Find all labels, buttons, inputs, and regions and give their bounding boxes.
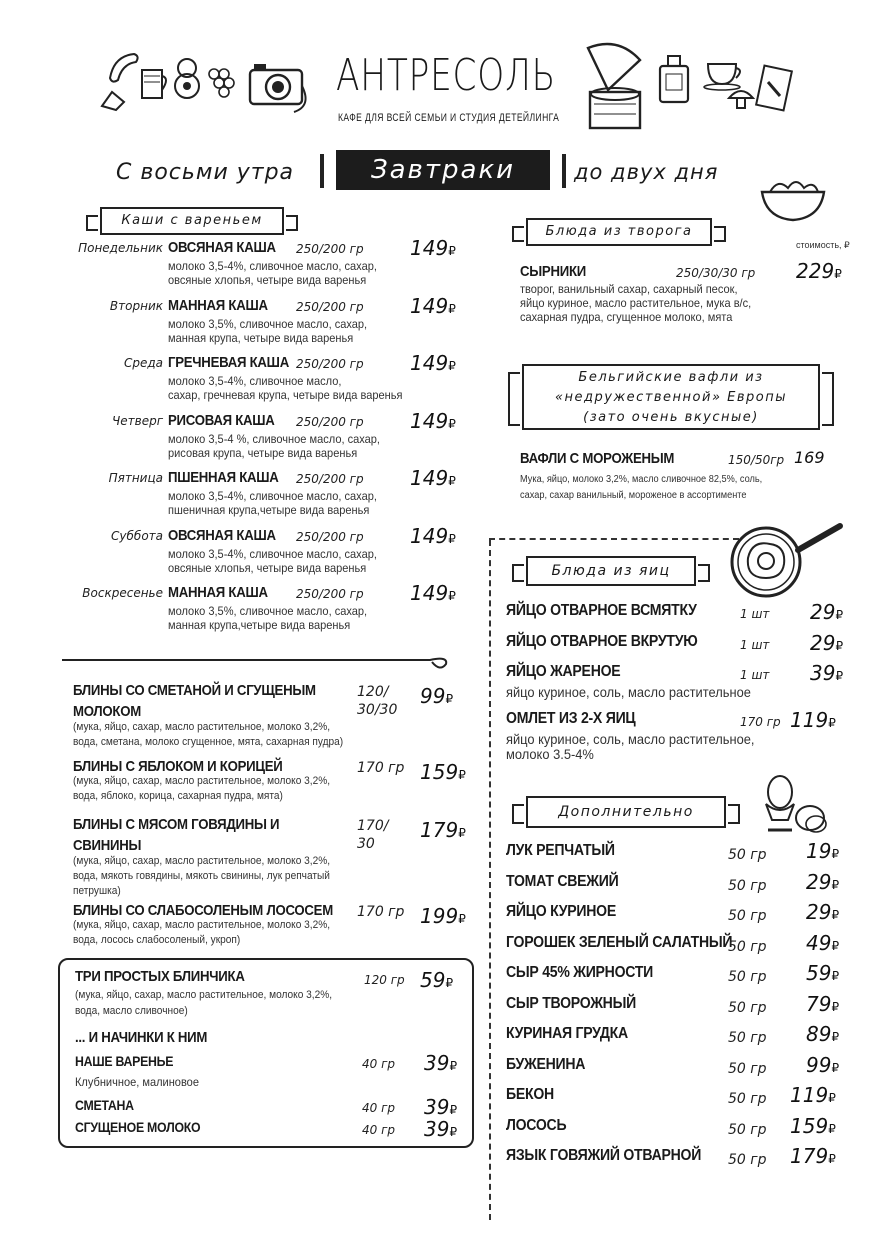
dish-description [168,317,367,345]
extra-weight: 50 гр [728,969,767,985]
dish-description [168,604,367,632]
dish-name: БЛИНЫ С МЯСОМ ГОВЯДИНЫ И [73,816,280,833]
dish-name: БЛИНЫ С ЯБЛОКОМ И КОРИЦЕЙ [73,758,283,775]
porridge-row [0,468,480,524]
dish-name: МАННАЯ КАША [168,296,268,314]
dish-description [73,854,330,899]
dish-weight: 250/200 гр [296,587,364,601]
tagline: КАФЕ ДЛЯ ВСЕЙ СЕМЬИ И СТУДИЯ ДЕТЕЙЛИНГА [338,112,560,124]
extra-weight: 50 гр [728,847,767,863]
currency-sign: ₽ [448,531,456,546]
separator-top [489,538,739,540]
currency-sign: ₽ [458,826,466,840]
extra-weight: 50 гр [728,1121,767,1138]
price-value: 29 [806,900,832,924]
currency-sign: ₽ [828,716,836,730]
egg-cup-icon [760,770,830,836]
egg-dish-description [506,732,754,762]
price-value: 199 [420,904,459,928]
egg-dish-name: ЯЙЦО ОТВАРНОЕ ВСМЯТКУ [506,602,697,619]
cottage-heading: Блюда из творога [526,218,712,246]
dish-price [410,581,456,605]
dish-price [420,684,453,708]
egg-dish-name: ОМЛЕТ ИЗ 2-Х ЯИЦ [506,710,636,727]
currency-sign: ₽ [835,639,844,653]
dish-weight: 170/ [357,818,389,834]
price-value: 89 [806,1022,832,1046]
currency-sign: ₽ [448,474,456,488]
salad-bowl-icon [758,174,828,224]
dish-weight: 250/200 гр [296,242,364,256]
price-value: 149 [410,466,449,490]
filling-description: Клубничное, малиновое [75,1075,199,1089]
grapes-icon [204,62,240,106]
dish-weight: 120/ [357,684,389,700]
card-icon [754,62,796,114]
desc-line: (мука, яйцо, сахар, масло растительное, молоко 3,2%, [73,855,331,867]
filling-name: НАШЕ ВАРЕНЬЕ [75,1053,174,1069]
dish-name-line2: МОЛОКОМ [73,703,141,720]
dish-name: РИСОВАЯ КАША [168,411,275,429]
filling-price [424,1117,457,1141]
porridge-row [0,293,480,352]
price-value: 49 [806,930,832,955]
currency-sign: ₽ [445,976,454,990]
dish-price [420,760,466,784]
currency-sign: ₽ [449,1103,458,1117]
extra-price [806,992,839,1016]
logo: АНТРЕСОЛЬ [336,50,556,101]
price-value: 159 [420,760,459,784]
dish-name-line2: СВИНИНЫ [73,837,142,854]
fillings-heading: ... И НАЧИНКИ К НИМ [75,1029,208,1046]
porridge-row [0,238,480,294]
price-value: 179 [790,1144,829,1168]
perfume-icon [656,52,692,106]
price-value: 59 [420,968,446,992]
currency-sign: ₽ [828,1121,836,1136]
mushroom-icon [726,84,756,112]
price-value: 159 [790,1113,829,1138]
desc-line: молоко 3.5-4% [506,746,594,762]
extra-name: КУРИНАЯ ГРУДКА [506,1025,628,1042]
currency-sign: ₽ [458,768,466,782]
dish-description [168,374,402,402]
egg-dish-name: ЯЙЦО ЖАРЕНОЕ [506,663,621,680]
currency-sign: ₽ [458,912,466,926]
currency-sign: ₽ [448,301,456,316]
dish-weight: 250/200 гр [296,357,364,371]
currency-sign: ₽ [831,847,840,861]
egg-dish-price [810,661,843,685]
dish-description [168,259,377,287]
frying-pan-egg-icon [728,518,848,602]
mug-icon [138,62,172,102]
price-value: 39 [424,1117,450,1141]
extra-name: БУЖЕНИНА [506,1055,586,1073]
egg-dish-weight: 1 шт [740,638,770,652]
dish-weight: 120 гр [364,973,405,987]
desc-line: пшеничная крупа,четыре вида варенья [168,503,370,517]
dish-weight: 250/200 гр [296,472,364,486]
desc-line: вода, масло сливочное) [75,1005,188,1017]
filling-weight: 40 гр [362,1123,396,1137]
eggs-heading: Блюда из яиц [526,556,696,586]
price-value: 119 [790,708,829,732]
desc-line: молоко 3,5-4%, сливочное масло, сахар, [168,546,377,561]
currency-sign: ₽ [835,608,844,622]
extra-price [806,1053,839,1077]
price-value: 149 [410,581,449,605]
price-value: 149 [410,351,449,375]
dish-name: ОВСЯНАЯ КАША [168,239,276,256]
syrniki-price: 229₽ [796,259,842,283]
dish-description [73,720,343,750]
desc-line: вода, лосось слабосоленый, укроп) [73,934,241,946]
currency-sign: ₽ [831,969,840,983]
extra-weight: 50 гр [728,1030,767,1046]
egg-dish-weight: 170 гр [740,715,781,729]
dish-weight: 250/200 гр [296,299,364,314]
desc-line: молоко 3,5-4%, сливочное масло, сахар, [168,489,377,503]
egg-dish-name: ЯЙЦО ОТВАРНОЕ ВКРУТУЮ [506,633,698,650]
currency-sign: ₽ [831,1060,840,1075]
dish-weight: 170 гр [357,760,405,776]
syrniki-name: СЫРНИКИ [520,263,586,280]
weekday-label: Понедельник [78,241,163,255]
desc-line: овсяные хлопья, четыре вида варенья [168,273,367,287]
dish-weight: 250/200 гр [296,529,364,544]
desc-line: вода, яблоко, корица, сахарная пудра, мята) [73,790,283,802]
extra-name: БЕКОН [506,1086,554,1103]
menu-header [0,0,894,150]
desc-line: (мука, яйцо, сахар, масло растительное, молоко 3,2%, [73,721,331,733]
currency-sign: ₽ [831,1030,840,1044]
desc-line: яйцо куриное, соль, масло растительное [506,684,751,700]
desc-line: (мука, яйцо, сахар, масло растительное, молоко 3,2%, [73,919,331,931]
desc-line: сахар, гречневая крупа, четыре вида варенья [168,388,403,402]
porridge-row [0,583,480,639]
dish-price [420,968,453,992]
currency-sign: ₽ [449,1059,458,1073]
dish-price [410,294,456,318]
waffles-weight: 150/50гр [728,453,785,467]
price-value: 149 [410,293,449,318]
dish-name: БЛИНЫ СО СЛАБОСОЛЕНЫМ ЛОСОСЕМ [73,902,333,919]
extra-name: ТОМАТ СВЕЖИЙ [506,872,619,890]
extra-price [806,870,839,894]
extra-name: ЛОСОСЬ [506,1116,567,1134]
desc-line: вода, сметана, молоко сгущенное, мята, сахарная пудра) [73,736,344,748]
currency-sign: ₽ [831,938,840,953]
price-value: 59 [806,961,832,985]
dish-price [410,236,456,260]
extra-price [806,931,839,955]
from-time: С восьми утра [116,160,295,185]
dish-description [168,489,377,517]
weekday-label: Четверг [112,413,163,428]
price-value: 39 [424,1095,450,1119]
desc-line: молоко 3,5-4%, сливочное масло, [168,374,342,388]
egg-dish-price [810,631,843,655]
syrniki-weight: 250/30/30 гр [676,266,756,280]
egg-dish-description [506,685,751,700]
price-value: 149 [410,408,449,433]
price-value: 99 [420,684,446,708]
filling-weight: 40 гр [362,1057,396,1071]
desc-line: рисовая крупа, четыре вида варенья [168,445,358,460]
dish-description [73,918,330,948]
extra-weight: 50 гр [728,1152,767,1168]
porridge-heading: Каши с вареньем [100,207,284,235]
dish-name: ГРЕЧНЕВАЯ КАША [168,354,289,371]
desc-line: манная крупа, четыре вида варенья [168,330,354,345]
filling-price [424,1051,457,1075]
extra-name: ЛУК РЕПЧАТЫЙ [506,842,615,859]
extra-weight: 50 гр [728,1060,767,1077]
cost-label: стоимость, ₽ [796,240,850,250]
currency-sign: ₽ [835,669,844,683]
extra-name: СЫР 45% ЖИРНОСТИ [506,964,654,981]
dish-name: МАННАЯ КАША [168,584,268,601]
porridge-row [0,523,480,582]
desc-line: (мука, яйцо, сахар, масло растительное, молоко 3,2%, [73,775,331,787]
desc-line: молоко 3,5%, сливочное масло, сахар, [168,316,368,331]
extra-weight: 50 гр [728,908,767,924]
section-divider [60,650,460,674]
extra-price [790,1114,836,1138]
dish-description [75,987,332,1019]
syrniki-desc: творог, ванильный сахар, сахарный песок, яйцо куриное, масло растительное, мука в/с, сахарная пудра, сгущенное молоко, мята [520,282,752,324]
waffles-heading: Бельгийские вафли из «недружественной» Европы (зато очень вкусные) [522,364,820,430]
extra-name: ЯЗЫК ГОВЯЖИЙ ОТВАРНОЙ [506,1147,702,1164]
column-separator [489,540,491,1220]
dish-description [168,432,380,460]
extra-weight: 50 гр [728,938,767,955]
desc-line: молоко 3,5-4%, сливочное масло, сахар, [168,259,377,273]
dish-price [420,904,466,928]
egg-dish-price [790,708,836,732]
currency-sign: ₽ [831,999,840,1014]
waffles-price: 169 [794,448,825,467]
desc-line: манная крупа,четыре вида варенья [168,618,351,632]
egg-dish-weight: 1 шт [740,607,770,621]
weekday-label: Суббота [111,528,163,543]
price-value: 119 [790,1083,829,1107]
extra-name: ЯЙЦО КУРИНОЕ [506,903,616,920]
currency-sign: ₽ [828,1091,836,1105]
egg-dish-price [810,600,843,624]
desc-line: петрушка) [73,885,121,897]
price-value: 29 [810,631,836,655]
desc-line: овсяные хлопья, четыре вида варенья [168,560,367,575]
currency-sign: ₽ [445,692,454,706]
filling-name: СМЕТАНА [75,1097,134,1113]
desc-line: (мука, яйцо, сахар, масло растительное, молоко 3,2%, [75,989,333,1001]
price-value: 39 [810,661,836,685]
dish-price [410,524,456,548]
desc-line: молоко 3,5-4 %, сливочное масло, сахар, [168,431,381,446]
dish-name: БЛИНЫ СО СМЕТАНОЙ И СГУЩЕНЫМ [73,682,316,699]
filling-price [424,1095,457,1119]
matryoshka-icon [172,56,202,100]
price-value: 149 [410,523,449,548]
extra-price [806,961,839,985]
porridge-row [0,408,480,467]
filling-name: СГУЩЕНОЕ МОЛОКО [75,1119,201,1135]
currency-sign: ₽ [449,1125,458,1139]
currency-sign: ₽ [831,908,840,922]
extra-price [790,1083,836,1107]
price-value: 179 [420,818,459,842]
porridge-row [0,353,480,409]
weekday-label: Среда [123,356,163,370]
dish-weight: 250/200 гр [296,414,364,429]
price-value: 99 [806,1052,832,1077]
currency-sign: ₽ [448,589,456,603]
dish-price [410,466,456,490]
extra-name: СЫР ТВОРОЖНЫЙ [506,994,636,1012]
price-value: 29 [810,600,836,624]
currency-sign: ₽ [828,1152,836,1166]
price-value: 149 [410,236,449,260]
weekday-label: Вторник [109,298,163,313]
filling-weight: 40 гр [362,1101,396,1115]
dish-weight-line2: 30/30 [357,702,398,718]
extra-weight: 50 гр [728,999,767,1016]
extra-price [806,900,839,924]
desc-line: яйцо куриное, соль, масло растительное, [506,731,755,747]
currency-sign: ₽ [448,416,456,431]
figure-doodle-icon [98,86,130,112]
extras-heading: Дополнительно [526,796,726,828]
weekday-label: Воскресенье [82,586,163,600]
dish-weight-line2: 30 [357,836,375,852]
egg-dish-weight: 1 шт [740,668,770,682]
dish-name: ПШЕННАЯ КАША [168,469,279,486]
dish-price [410,351,456,375]
camera-icon [244,56,314,116]
currency-sign: ₽ [831,877,840,892]
extra-price [806,1022,839,1046]
extra-name: ГОРОШЕК ЗЕЛЕНЫЙ САЛАТНЫЙ [506,933,733,951]
currency-sign: ₽ [448,359,456,373]
price-value: 29 [806,869,832,894]
desc-line: молоко 3,5%, сливочное масло, сахар, [168,604,368,618]
extra-weight: 50 гр [728,1091,767,1107]
extra-price [806,839,839,863]
extra-weight: 50 гр [728,877,767,894]
gramophone-icon [578,38,648,138]
dish-description [73,774,330,804]
dish-description [168,547,377,575]
currency-sign: ₽ [448,244,456,258]
dish-name: ТРИ ПРОСТЫХ БЛИНЧИКА [75,968,245,985]
waffles-desc: Мука, яйцо, молоко 3,2%, масло сливочное 82,5%, соль, сахар, сахар ванильный, мороженое в ассортименте [520,474,763,501]
dish-price [420,818,466,842]
extra-price [790,1144,836,1168]
price-value: 79 [806,991,832,1016]
dish-name: ОВСЯНАЯ КАША [168,526,276,544]
price-value: 19 [806,839,832,863]
page-title: Завтраки [336,150,550,190]
weekday-label: Пятница [108,471,163,485]
waffles-name: ВАФЛИ С МОРОЖЕНЫМ [520,450,675,467]
dish-price [410,409,456,433]
desc-line: вода, мякоть говядины, мякоть свинины, лук репчатый [73,870,330,882]
to-time: до двух дня [574,160,719,184]
dish-weight: 170 гр [357,904,405,920]
price-value: 39 [424,1051,450,1075]
